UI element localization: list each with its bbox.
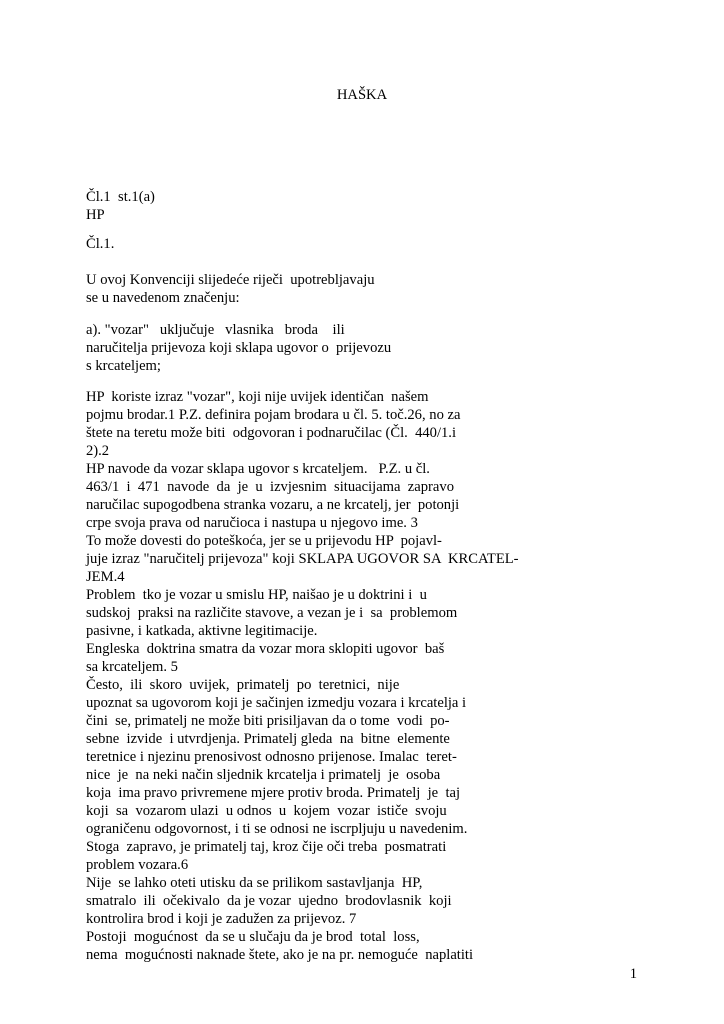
body-line: sa krcateljem. 5	[86, 659, 178, 675]
body-line: To može dovesti do poteškoća, jer se u prijevodu HP pojavl-	[86, 533, 442, 549]
body-line: Nije se lahko oteti utisku da se prilikom sastavljanja HP,	[86, 875, 423, 891]
body-line: crpe svoja prava od naručioca i nastupa u njegovo ime. 3	[86, 515, 418, 531]
body-line: Engleska doktrina smatra da vozar mora sklopiti ugovor baš	[86, 641, 445, 657]
body-line: problem vozara.6	[86, 857, 189, 873]
intro-line: U ovoj Konvenciji slijedeće riječi upotrebljavaju	[86, 272, 375, 288]
document-title: HAŠKA	[336, 87, 388, 103]
body-line: Stoga zapravo, je primatelj taj, kroz čije oči treba posmatrati	[86, 839, 447, 855]
body-line: Problem tko je vozar u smislu HP, naišao je u doktrini i u	[86, 587, 427, 603]
body-line: koji sa vozarom ulazi u odnos u kojem vozar ističe svoju	[86, 803, 447, 819]
body-line: HP navode da vozar sklapa ugovor s krcateljem. P.Z. u čl.	[86, 461, 430, 477]
definition-line: naručitelja prijevoza koji sklapa ugovor o prijevozu	[86, 340, 392, 356]
definition-line: a). "vozar" uključuje vlasnika broda ili	[86, 322, 345, 338]
body-line: JEM.4	[86, 569, 125, 585]
heading-line: Čl.1 st.1(a)	[86, 189, 155, 205]
body-line: smatralo ili očekivalo da je vozar ujedno brodovlasnik koji	[86, 893, 452, 909]
definition-line: s krcateljem;	[86, 358, 161, 374]
body-line: sudskoj praksi na različite stavove, a vezan je i sa problemom	[86, 605, 458, 621]
body-line: koja ima pravo privremene mjere protiv broda. Primatelj je taj	[86, 785, 461, 801]
body-line: 463/1 i 471 navode da je u izvjesnim situacijama zapravo	[86, 479, 454, 495]
intro-paragraph	[86, 271, 556, 307]
body-line: ograničenu odgovornost, i ti se odnosi ne iscrpljuju u navedenim.	[86, 821, 468, 837]
heading-block	[86, 188, 556, 224]
body-line: nice je na neki način sljednik krcatelja i primatelj je osoba	[86, 767, 441, 783]
body-line: pojmu brodar.1 P.Z. definira pojam brodara u čl. 5. toč.26, no za	[86, 407, 461, 423]
body-line: juje izraz "naručitelj prijevoza" koji SKLAPA UGOVOR SA KRCATEL-	[86, 551, 519, 567]
body-line: 2).2	[86, 443, 110, 459]
body-line: pasivne, i katkada, aktivne legitimacije.	[86, 623, 318, 639]
body-text	[86, 388, 556, 964]
body-line: čini se, primatelj ne može biti prisiljavan da o tome vodi po-	[86, 713, 450, 729]
body-line: kontrolira brod i koji je zadužen za prijevoz. 7	[86, 911, 357, 927]
definition-paragraph	[86, 321, 556, 375]
body-line: sebne izvide i utvrdjenja. Primatelj gleda na bitne elemente	[86, 731, 450, 747]
article-label: Čl.1.	[86, 236, 115, 252]
body-line: HP koriste izraz "vozar", koji nije uvijek identičan našem	[86, 389, 429, 405]
body-line: teretnice i njezinu prenosivost odnosno prijenose. Imalac teret-	[86, 749, 457, 765]
body-line: nema mogućnosti naknade štete, ako je na pr. nemoguće naplatiti	[86, 947, 474, 963]
page-number: 1	[629, 966, 637, 982]
intro-line: se u navedenom značenju:	[86, 290, 240, 306]
body-line: upoznat sa ugovorom koji je sačinjen izmedju vozara i krcatelja i	[86, 695, 467, 711]
body-line: naručilac supogodbena stranka vozaru, a ne krcatelj, jer potonji	[86, 497, 460, 513]
body-line: štete na teretu može biti odgovoran i podnaručilac (Čl. 440/1.i	[86, 425, 457, 441]
body-line: Često, ili skoro uvijek, primatelj po teretnici, nije	[86, 677, 400, 693]
body-line: Postoji mogućnost da se u slučaju da je brod total loss,	[86, 929, 420, 945]
article-label-block	[86, 235, 556, 253]
heading-line: HP	[86, 207, 105, 223]
